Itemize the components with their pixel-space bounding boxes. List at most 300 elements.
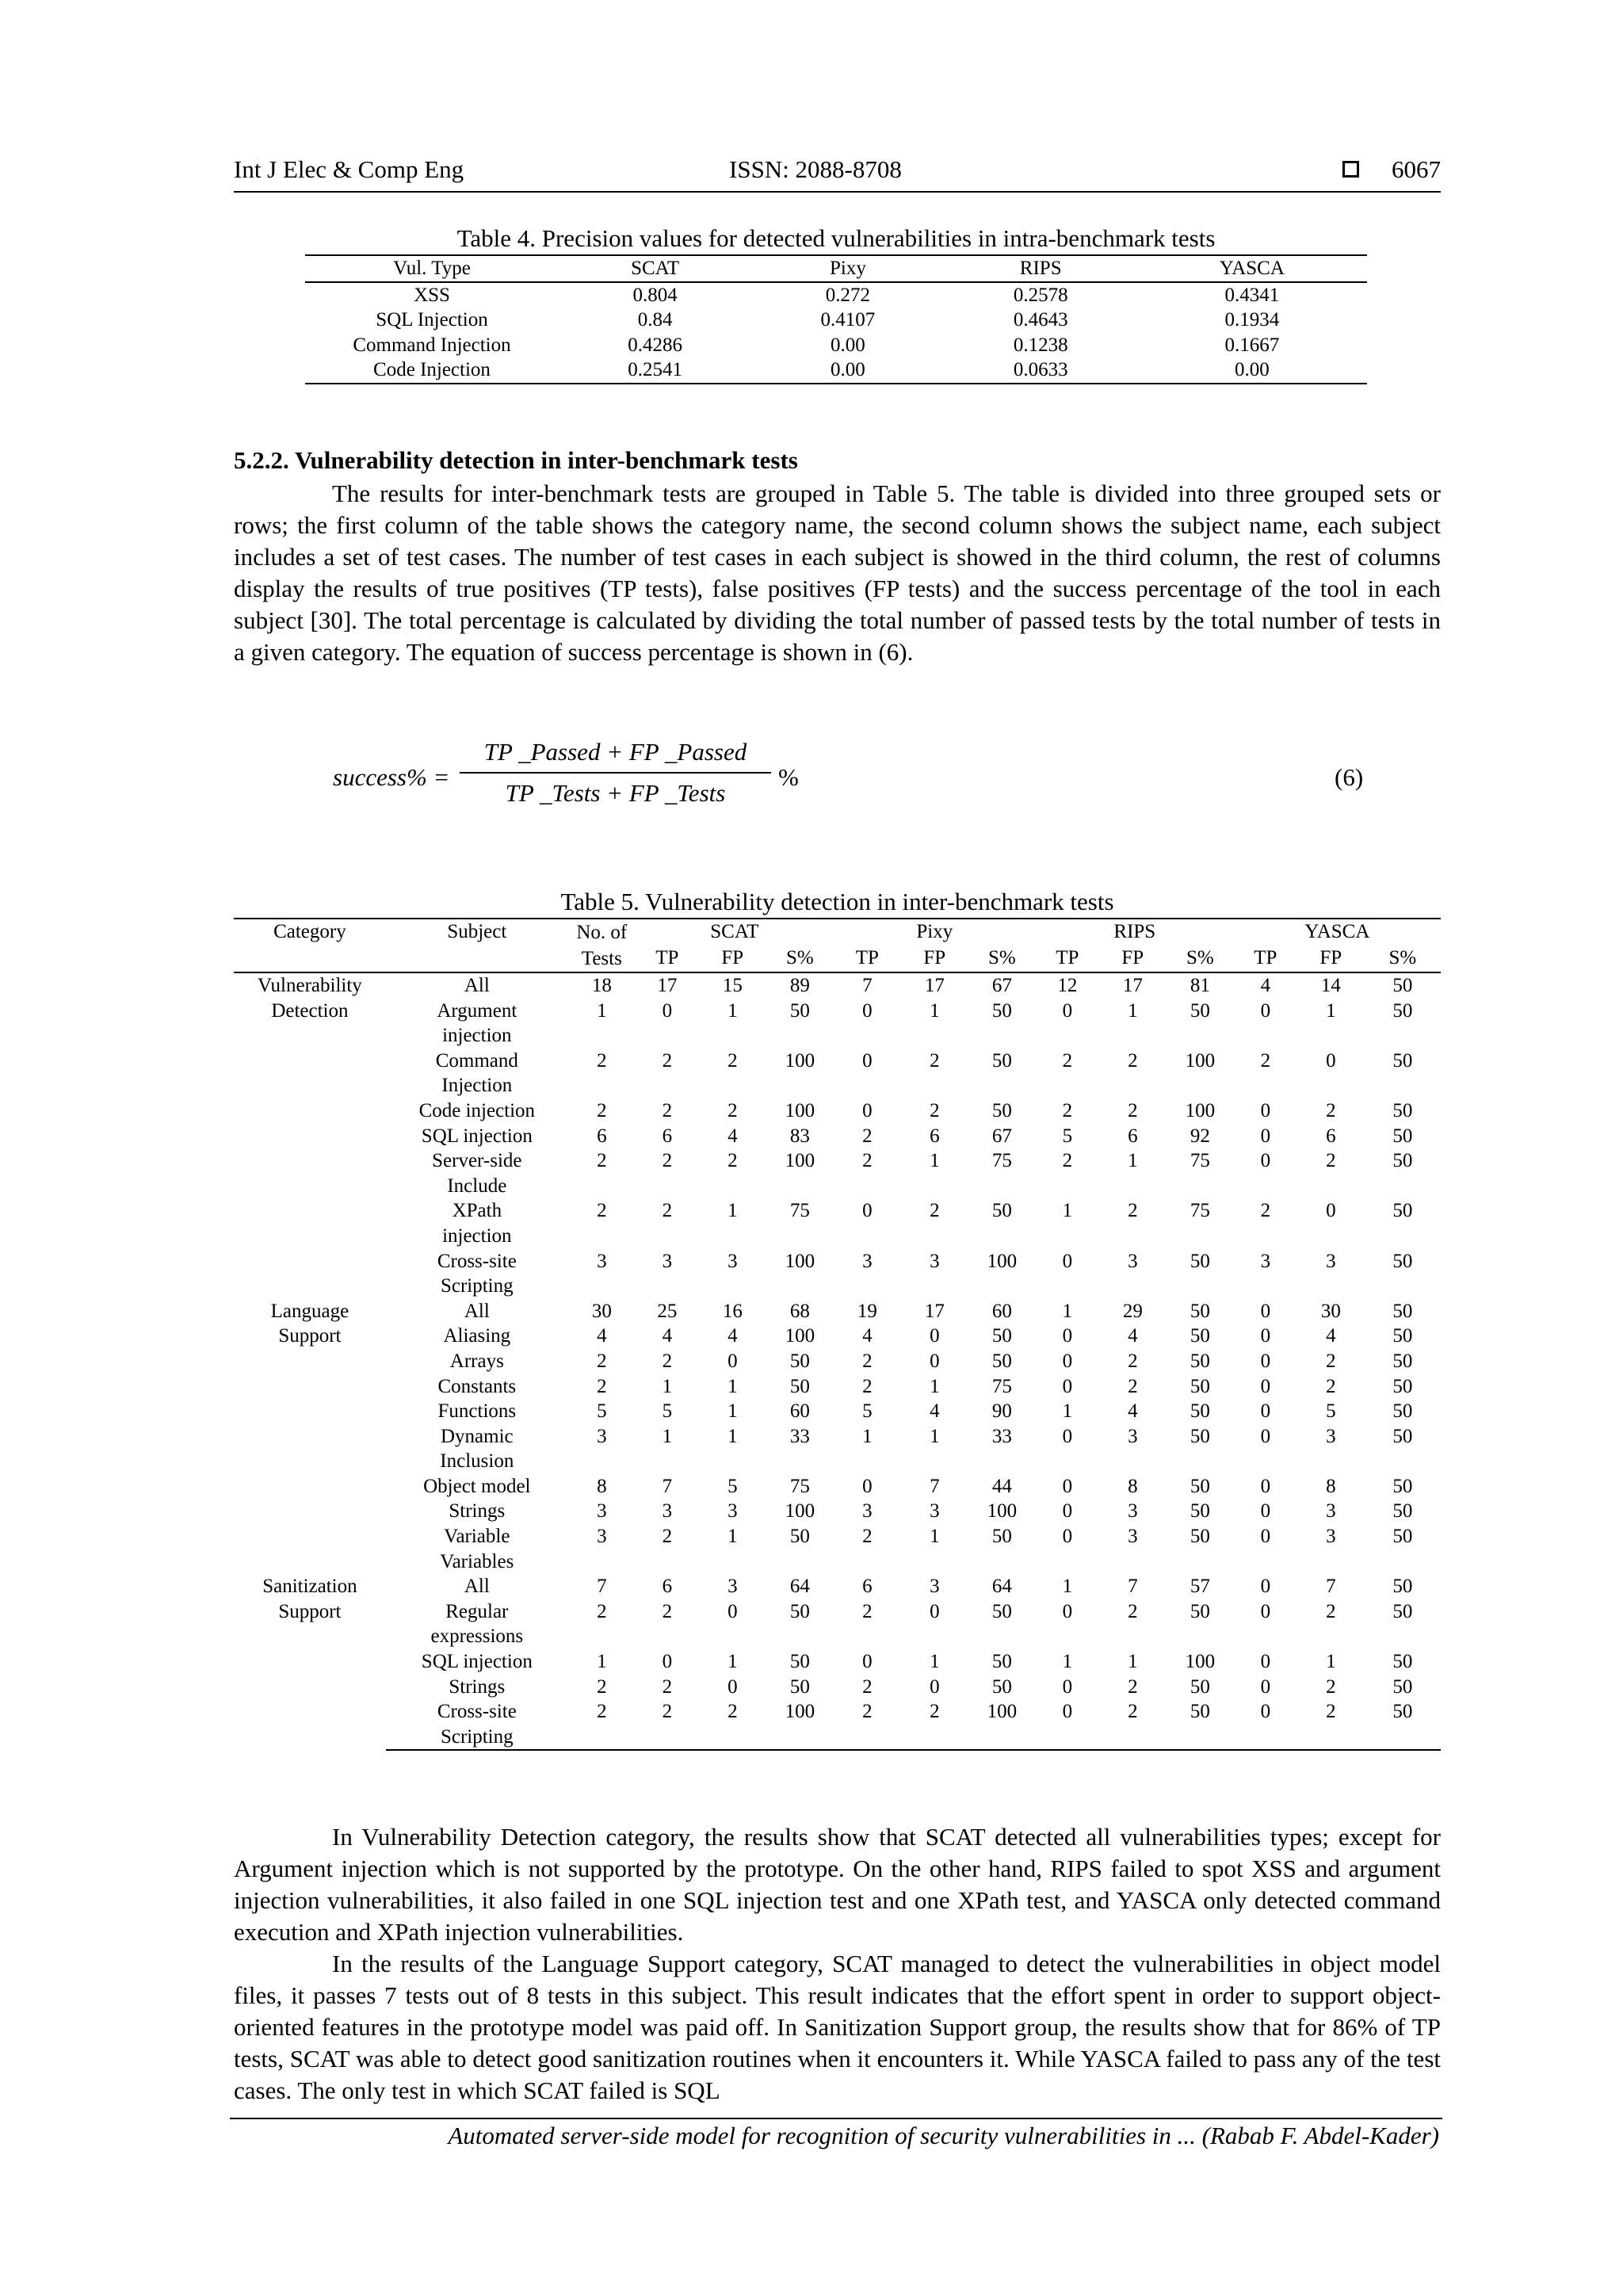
value-cell: 7 [930, 1475, 940, 1497]
journal-name: Int J Elec & Comp Eng [234, 155, 464, 183]
value-cell: 8 [1326, 1475, 1336, 1497]
value-cell: 50 [1190, 1600, 1210, 1622]
value-cell: 30 [1320, 1300, 1341, 1322]
equation-number: (6) [1335, 763, 1364, 791]
value-cell: 2 [1297, 1699, 1365, 1750]
value-cell: 0 [1260, 1526, 1271, 1548]
value-cell: 3 [1326, 1425, 1336, 1447]
subject-header: Subject [386, 919, 568, 972]
value-cell: 0 [1062, 1325, 1073, 1347]
paragraph-text: The results for inter-benchmark tests are grouped in Table 5. The table is divided into three grouped sets or rows; the first column of the table shows the category name, the second column shows the subject name, each subject includes a set of test cases. The number of test cases in each subject is showed in the third column, the rest of columns display the results of true positives (TP tests), false positives (FP tests) and the success percentage of the tool in each subject [30]. The total percentage is calculated by dividing the total number of passed tests by the total number of tests in a given category. The equation of success percentage is shown in (6). [234, 479, 1441, 666]
table-row [234, 1424, 1441, 1474]
value-cell: 2 [1326, 1375, 1336, 1397]
value-cell: 30 [591, 1300, 612, 1322]
value-cell: 16 [722, 1300, 743, 1322]
value-cell: 50 [789, 1350, 810, 1372]
table-row [234, 999, 1441, 1049]
section-heading: 5.2.2. Vulnerability detection in inter-benchmark tests [234, 446, 798, 474]
value-cell: 1 [1128, 1150, 1138, 1172]
value-cell: 50 [789, 1526, 810, 1548]
value-cell: 7 [862, 975, 873, 996]
value-cell: 50 [789, 1675, 810, 1698]
body-paragraph-1: In Vulnerability Detection category, the results show that SCAT detected all vulnerabilities types; except for Argument injection which is not supported by the prototype. On the other hand, RIPS failed to spot XSS and argument injection vulnerabilities, it also failed in one SQL injection test and one XPath test, and YASCA only detected command execution and XPath injection vulnerabilities. [234, 1823, 1441, 1946]
table-row [234, 972, 1441, 999]
value-cell: 17 [924, 975, 945, 996]
value-cell: 50 [1392, 999, 1413, 1022]
value-cell: 50 [789, 1651, 810, 1673]
value-cell: 2 [662, 1049, 673, 1072]
subject-cell: Strings [449, 1675, 506, 1698]
value-cell: 60 [789, 1400, 810, 1423]
value-cell: 2 [727, 1150, 738, 1172]
tp-header: TP [1036, 946, 1099, 972]
value-cell: 90 [991, 1400, 1012, 1423]
table4-cell: XSS [414, 284, 450, 306]
table4-header-cell: RIPS [945, 255, 1137, 282]
value-cell: 2 [930, 1099, 940, 1121]
value-cell: 2 [1128, 1600, 1138, 1622]
table4-cell: 0.00 [831, 334, 865, 356]
value-cell: 50 [991, 999, 1012, 1022]
value-cell: 3 [930, 1250, 940, 1272]
value-cell: 17 [924, 1300, 945, 1322]
body-text [234, 1821, 1441, 2107]
value-cell: 5 [862, 1400, 873, 1423]
value-cell: 100 [987, 1250, 1018, 1272]
subject-cell: Functions [437, 1400, 517, 1423]
table4-cell: 0.272 [825, 284, 871, 306]
table4-cell: 0.804 [632, 284, 678, 306]
value-cell: 2 [662, 1150, 673, 1172]
value-cell: 3 [1128, 1500, 1138, 1522]
value-cell: 68 [789, 1300, 810, 1322]
subject-cell: Server-side Include [432, 1150, 522, 1197]
value-cell: 50 [1392, 1425, 1413, 1447]
value-cell: 75 [789, 1200, 810, 1222]
table4-cell: 0.4286 [628, 334, 683, 356]
value-cell: 50 [1392, 1375, 1413, 1397]
value-cell: 1 [1326, 1651, 1336, 1673]
value-cell: 3 [1260, 1250, 1271, 1272]
equation-numerator: TP _Passed + FP _Passed [483, 738, 747, 766]
value-cell: 2 [1326, 1099, 1336, 1121]
table-row [234, 1198, 1441, 1248]
value-cell: 81 [1190, 975, 1210, 996]
value-cell: 2 [1128, 1200, 1138, 1222]
value-cell: 2 [597, 1350, 607, 1372]
table4-cell: Command Injection [353, 334, 511, 356]
value-cell: 0 [1260, 1150, 1271, 1172]
table-row [234, 1299, 1441, 1324]
value-cell: 1 [862, 1425, 873, 1447]
subject-cell: Command Injection [435, 1049, 518, 1097]
value-cell: 3 [930, 1576, 940, 1598]
value-cell: 50 [1190, 1250, 1210, 1272]
value-cell: 3 [1128, 1425, 1138, 1447]
value-cell: 6 [862, 1576, 873, 1598]
value-cell: 14 [1320, 975, 1341, 996]
value-cell: 50 [1392, 1250, 1413, 1272]
value-cell: 100 [785, 1099, 815, 1121]
section-paragraph [234, 478, 1441, 668]
value-cell: 0 [1260, 1099, 1271, 1121]
table5 [234, 918, 1441, 1751]
value-cell: 0 [862, 1200, 873, 1222]
table4-cell: 0.4643 [1013, 309, 1068, 330]
value-cell: 12 [1057, 975, 1078, 996]
table4-header-cell: Vul. Type [305, 255, 559, 282]
table5-header-row [234, 919, 1441, 946]
value-cell: 0 [1062, 1526, 1073, 1548]
table-row [234, 1599, 1441, 1649]
value-cell: 0 [862, 1651, 873, 1673]
value-cell: 50 [1392, 1300, 1413, 1322]
subject-cell: Dynamic Inclusion [440, 1425, 514, 1473]
value-cell: 75 [991, 1150, 1012, 1172]
value-cell: 50 [1365, 1699, 1441, 1750]
value-cell: 6 [662, 1576, 673, 1598]
value-cell: 33 [789, 1425, 810, 1447]
value-cell: 0 [1260, 1400, 1271, 1423]
value-cell: 0 [1062, 1250, 1073, 1272]
value-cell: 2 [862, 1125, 873, 1147]
value-cell: 0 [1062, 1425, 1073, 1447]
value-cell: 50 [1392, 1400, 1413, 1423]
value-cell: 2 [662, 1600, 673, 1622]
value-cell: 3 [597, 1250, 607, 1272]
value-cell: 1 [727, 1375, 738, 1397]
value-cell: 2 [727, 1049, 738, 1072]
table-row [234, 1524, 1441, 1574]
value-cell: 50 [1392, 1150, 1413, 1172]
value-cell: 60 [991, 1300, 1012, 1322]
table-row [234, 1124, 1441, 1149]
value-cell: 0 [862, 1475, 873, 1497]
value-cell: 50 [1392, 1099, 1413, 1121]
subject-cell: Aliasing [443, 1325, 511, 1347]
value-cell: 2 [1326, 1150, 1336, 1172]
subject-cell: Arrays [449, 1350, 504, 1372]
value-cell: 50 [991, 1350, 1012, 1372]
value-cell: 1 [662, 1425, 673, 1447]
value-cell: 2 [597, 1375, 607, 1397]
value-cell: 67 [991, 975, 1012, 996]
tool-header: RIPS [1036, 919, 1234, 946]
value-cell: 2 [1128, 1675, 1138, 1698]
equation-lhs: success% = [333, 763, 450, 791]
value-cell: 0 [1062, 1675, 1073, 1698]
value-cell: 50 [1190, 999, 1210, 1022]
subject-cell: Object model [423, 1475, 531, 1497]
value-cell: 100 [1185, 1099, 1216, 1121]
value-cell: 5 [727, 1475, 738, 1497]
table4-header-cell: SCAT [559, 255, 751, 282]
value-cell: 50 [1190, 1300, 1210, 1322]
table4-cell: SQL Injection [376, 309, 488, 330]
value-cell: 0 [1062, 1375, 1073, 1397]
value-cell: 6 [597, 1125, 607, 1147]
value-cell: 50 [1190, 1425, 1210, 1447]
table4-cell: 0.4341 [1224, 284, 1280, 306]
value-cell: 19 [857, 1300, 877, 1322]
value-cell: 50 [1392, 975, 1413, 996]
table-row [234, 1098, 1441, 1124]
value-cell: 2 [662, 1099, 673, 1121]
value-cell: 100 [1185, 1049, 1216, 1072]
value-cell: 2 [597, 1099, 607, 1121]
table4-cell: 0.1934 [1224, 309, 1280, 330]
s-header: S% [1167, 946, 1234, 972]
value-cell: 2 [568, 1699, 636, 1750]
value-cell: 50 [1392, 1350, 1413, 1372]
value-cell: 2 [1260, 1200, 1271, 1222]
value-cell: 2 [901, 1699, 968, 1750]
value-cell: 33 [991, 1425, 1012, 1447]
value-cell: 64 [991, 1576, 1012, 1598]
value-cell: 100 [766, 1699, 834, 1750]
value-cell: 67 [991, 1125, 1012, 1147]
table-row [234, 1374, 1441, 1400]
value-cell: 3 [930, 1500, 940, 1522]
value-cell: 1 [727, 1425, 738, 1447]
value-cell: 50 [789, 1375, 810, 1397]
value-cell: 57 [1190, 1576, 1210, 1598]
table-row [305, 308, 1367, 333]
value-cell: 50 [991, 1099, 1012, 1121]
value-cell: 1 [930, 999, 940, 1022]
equation-denominator: TP _Tests + FP _Tests [505, 779, 726, 807]
value-cell: 1 [930, 1425, 940, 1447]
value-cell: 3 [727, 1500, 738, 1522]
table-row [305, 282, 1367, 308]
value-cell: 50 [1392, 1049, 1413, 1072]
value-cell: 83 [789, 1125, 810, 1147]
table4-cell: 0.84 [637, 309, 673, 330]
subject-cell: Argument injection [437, 999, 517, 1047]
value-cell: 4 [1260, 975, 1271, 996]
value-cell: 75 [789, 1475, 810, 1497]
value-cell: 4 [1128, 1325, 1138, 1347]
table-row [305, 357, 1367, 384]
value-cell: 2 [597, 1600, 607, 1622]
equation-fraction [460, 737, 771, 808]
value-cell: 3 [662, 1500, 673, 1522]
value-cell: 2 [1326, 1350, 1336, 1372]
table5-caption: Table 5. Vulnerability detection in inter-benchmark tests [560, 888, 1114, 915]
table4-cell: 0.2578 [1013, 284, 1068, 306]
value-cell: 2 [1099, 1699, 1167, 1750]
value-cell: 50 [789, 1600, 810, 1622]
value-cell: 50 [1392, 1200, 1413, 1222]
value-cell: 50 [1190, 1400, 1210, 1423]
value-cell: 1 [930, 1375, 940, 1397]
value-cell: 0 [1260, 1576, 1271, 1598]
value-cell: 100 [785, 1150, 815, 1172]
value-cell: 8 [597, 1475, 607, 1497]
value-cell: 4 [930, 1400, 940, 1423]
value-cell: 50 [789, 999, 810, 1022]
value-cell: 50 [1190, 1325, 1210, 1347]
category-cell: Vulnerability Detection [258, 975, 362, 1022]
issn: ISSN: 2088-8708 [729, 155, 902, 183]
value-cell: 50 [991, 1049, 1012, 1072]
page-number: 6067 [1392, 155, 1441, 183]
tests-header: No. of Tests [568, 919, 636, 972]
value-cell: 3 [862, 1500, 873, 1522]
tp-header: TP [1234, 946, 1297, 972]
tool-header: Pixy [834, 919, 1036, 946]
s-header: S% [766, 946, 834, 972]
table4-cell: 0.1667 [1224, 334, 1280, 356]
table-row [234, 1148, 1441, 1198]
tool-header: SCAT [636, 919, 834, 946]
value-cell: 3 [597, 1500, 607, 1522]
value-cell: 2 [1326, 1675, 1336, 1698]
value-cell: 0 [727, 1675, 738, 1698]
table4 [305, 254, 1367, 384]
table-row [234, 1699, 1441, 1750]
value-cell: 2 [862, 1375, 873, 1397]
value-cell: 1 [1062, 1576, 1073, 1598]
category-header: Category [234, 919, 386, 972]
value-cell: 50 [1392, 1675, 1413, 1698]
value-cell: 2 [1326, 1600, 1336, 1622]
value-cell: 1 [597, 1651, 607, 1673]
s-header: S% [1365, 946, 1441, 972]
value-cell: 2 [597, 1675, 607, 1698]
value-cell: 50 [1167, 1699, 1234, 1750]
value-cell: 17 [657, 975, 678, 996]
value-cell: 0 [1062, 1500, 1073, 1522]
value-cell: 0 [1062, 1475, 1073, 1497]
square-bullet-icon [1342, 161, 1359, 178]
value-cell: 5 [662, 1400, 673, 1423]
s-header: S% [968, 946, 1036, 972]
body-paragraph-2: In the results of the Language Support category, SCAT managed to detect the vulnerabilities in object model files, it passes 7 tests out of 8 tests in this subject. This result indicates that the effort spent in order to support object-oriented features in the prototype model was paid off. In Sanitization Support group, the results show that for 86% of TP tests, SCAT was able to detect good sanitization routines when it encounters it. While YASCA failed to pass any of the test cases. The only test in which SCAT failed is SQL [234, 1950, 1441, 2104]
value-cell: 1 [727, 1400, 738, 1423]
table4-caption: Table 4. Precision values for detected vulnerabilities in intra-benchmark tests [456, 224, 1216, 252]
value-cell: 0 [862, 1099, 873, 1121]
value-cell: 6 [662, 1125, 673, 1147]
value-cell: 3 [862, 1250, 873, 1272]
value-cell: 15 [722, 975, 743, 996]
table-row [234, 1474, 1441, 1499]
value-cell: 92 [1190, 1125, 1210, 1147]
tp-header: TP [636, 946, 699, 972]
value-cell: 25 [657, 1300, 678, 1322]
value-cell: 0 [1260, 1375, 1271, 1397]
value-cell: 1 [930, 1150, 940, 1172]
value-cell: 6 [1128, 1125, 1138, 1147]
value-cell: 4 [862, 1325, 873, 1347]
value-cell: 50 [1392, 1125, 1413, 1147]
value-cell: 75 [1190, 1200, 1210, 1222]
subject-cell: All [464, 975, 490, 996]
value-cell: 5 [597, 1400, 607, 1423]
value-cell: 2 [597, 1049, 607, 1072]
value-cell: 1 [727, 1526, 738, 1548]
table-row [234, 1649, 1441, 1675]
equation-percent: % [778, 763, 799, 791]
value-cell: 0 [727, 1600, 738, 1622]
value-cell: 2 [1128, 1049, 1138, 1072]
table-row [234, 1499, 1441, 1524]
value-cell: 100 [785, 1049, 815, 1072]
tp-header: TP [834, 946, 901, 972]
table-row [234, 1399, 1441, 1424]
value-cell: 18 [591, 975, 612, 996]
value-cell: 50 [1392, 1576, 1413, 1598]
value-cell: 2 [862, 1526, 873, 1548]
value-cell: 2 [930, 1200, 940, 1222]
value-cell: 0 [1260, 1500, 1271, 1522]
value-cell: 50 [1190, 1500, 1210, 1522]
value-cell: 1 [727, 999, 738, 1022]
value-cell: 0 [1326, 1200, 1336, 1222]
value-cell: 1 [727, 1651, 738, 1673]
fp-header: FP [699, 946, 766, 972]
subject-cell: Cross-site Scripting [386, 1699, 568, 1750]
value-cell: 0 [930, 1350, 940, 1372]
value-cell: 0 [1234, 1699, 1297, 1750]
subject-cell: All [464, 1300, 490, 1322]
value-cell: 89 [789, 975, 810, 996]
value-cell: 0 [930, 1325, 940, 1347]
value-cell: 2 [862, 1675, 873, 1698]
tool-header: YASCA [1234, 919, 1441, 946]
value-cell: 6 [930, 1125, 940, 1147]
value-cell: 2 [1128, 1099, 1138, 1121]
value-cell: 75 [1190, 1150, 1210, 1172]
value-cell: 0 [862, 999, 873, 1022]
subject-cell: Code injection [418, 1099, 536, 1121]
value-cell: 1 [1062, 1400, 1073, 1423]
subject-cell: Variable Variables [440, 1526, 514, 1572]
value-cell: 100 [987, 1500, 1018, 1522]
value-cell: 3 [1128, 1250, 1138, 1272]
value-cell: 2 [597, 1150, 607, 1172]
table-row [234, 1349, 1441, 1374]
value-cell: 2 [699, 1699, 766, 1750]
value-cell: 50 [991, 1526, 1012, 1548]
value-cell: 2 [662, 1675, 673, 1698]
value-cell: 3 [727, 1576, 738, 1598]
value-cell: 2 [1062, 1150, 1073, 1172]
value-cell: 1 [597, 999, 607, 1022]
subject-cell: SQL injection [421, 1125, 533, 1147]
value-cell: 100 [785, 1500, 815, 1522]
value-cell: 44 [991, 1475, 1012, 1497]
value-cell: 0 [1260, 1675, 1271, 1698]
value-cell: 2 [930, 1049, 940, 1072]
value-cell: 3 [597, 1425, 607, 1447]
footer-rule [230, 2118, 1442, 2119]
value-cell: 7 [597, 1576, 607, 1598]
value-cell: 100 [968, 1699, 1036, 1750]
value-cell: 0 [1260, 1125, 1271, 1147]
value-cell: 0 [1260, 1300, 1271, 1322]
value-cell: 0 [662, 999, 673, 1022]
value-cell: 75 [991, 1375, 1012, 1397]
value-cell: 2 [597, 1200, 607, 1222]
value-cell: 50 [1392, 1325, 1413, 1347]
value-cell: 100 [785, 1325, 815, 1347]
value-cell: 50 [1392, 1475, 1413, 1497]
value-cell: 2 [1260, 1049, 1271, 1072]
value-cell: 0 [1260, 1325, 1271, 1347]
value-cell: 2 [662, 1350, 673, 1372]
value-cell: 0 [930, 1675, 940, 1698]
